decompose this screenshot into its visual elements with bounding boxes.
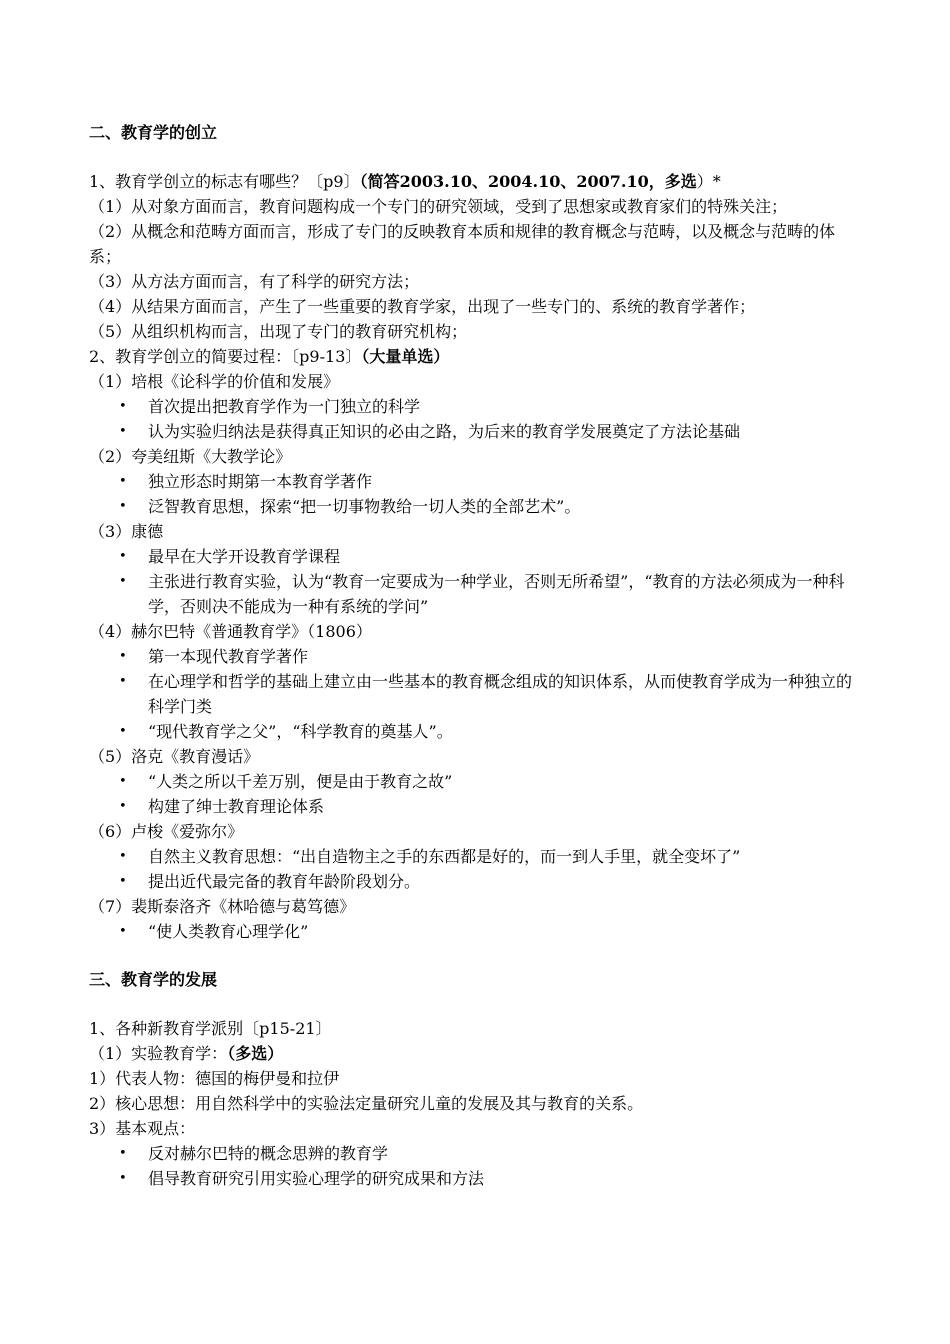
question-text: 1、教育学创立的标志有哪些？〔p9〕: [89, 172, 360, 191]
bullet-icon: •: [119, 724, 127, 739]
bullet-text: “现代教育学之父”，“科学教育的奠基人”。: [148, 722, 453, 741]
paragraph: 3）基本观点：: [89, 1119, 196, 1138]
bullet-text: 第一本现代教育学著作: [148, 647, 309, 666]
bullet-item: [89, 769, 861, 794]
bullet-item: [89, 1166, 861, 1191]
group-title: （1）培根《论科学的价值和发展》: [89, 372, 340, 391]
bullet-item: [89, 419, 861, 444]
bullet-icon: •: [119, 399, 127, 414]
paragraph: （3）从方法方面而言，有了科学的研究方法；: [89, 272, 420, 291]
bullet-icon: •: [119, 674, 127, 689]
bullet-item: [89, 919, 861, 944]
paragraph: 2）核心思想：用自然科学中的实验法定量研究儿童的发展及其与教育的关系。: [89, 1094, 644, 1113]
paragraph: （4）从结果方面而言，产生了一些重要的教育学家，出现了一些专门的、系统的教育学著作；: [89, 297, 756, 316]
bullet-item: [89, 794, 861, 819]
group-title: （3）康德: [89, 522, 164, 541]
bullet-item: [89, 569, 861, 619]
bullet-icon: •: [119, 574, 127, 589]
section-heading: 三、教育学的发展: [89, 970, 218, 989]
bullet-text: 首次提出把教育学作为一门独立的科学: [148, 397, 421, 416]
sub-heading-text: （1）实验教育学：: [89, 1044, 228, 1063]
bullet-text: 独立形态时期第一本教育学著作: [148, 472, 373, 491]
bullet-text: “人类之所以千差万别，便是由于教育之故”: [148, 772, 453, 791]
group-title: （7）裴斯泰洛齐《林哈德与葛笃德》: [89, 897, 356, 916]
bullet-icon: •: [119, 924, 127, 939]
bullet-icon: •: [119, 649, 127, 664]
bullet-text: 主张进行教育实验，认为“教育一定要成为一种学业，否则无所希望”，“教育的方法必须成为一种科学，否则决不能成为一种有系统的学问”: [148, 572, 845, 616]
bullet-text: 认为实验归纳法是获得真正知识的必由之路，为后来的教育学发展奠定了方法论基础: [148, 422, 741, 441]
group-title: （5）洛克《教育漫话》: [89, 747, 260, 766]
bullet-text: 在心理学和哲学的基础上建立由一些基本的教育概念组成的知识体系，从而使教育学成为一种独立的科学门类: [148, 672, 853, 716]
paragraph: （1）从对象方面而言，教育问题构成一个专门的研究领域，受到了思想家或教育家们的特殊关注；: [89, 197, 788, 216]
bullet-icon: •: [119, 799, 127, 814]
spacer: [89, 993, 861, 1016]
section-heading: 二、教育学的创立: [89, 123, 218, 142]
bullet-icon: •: [119, 1171, 127, 1186]
bullet-item: [89, 544, 861, 569]
sub-heading: [89, 1041, 861, 1066]
spacer: [89, 146, 861, 169]
bullet-text: 构建了绅士教育理论体系: [148, 797, 325, 816]
exam-note: （多选）: [227, 1044, 284, 1063]
group-title: （2）夸美纽斯《大教学论》: [89, 447, 292, 466]
bullet-text: 倡导教育研究引用实验心理学的研究成果和方法: [148, 1169, 485, 1188]
spacer: [89, 944, 861, 967]
question-line: 1、各种新教育学派别〔p15-21〕: [89, 1019, 332, 1038]
exam-note: （大量单选）: [361, 347, 450, 366]
bullet-icon: •: [119, 474, 127, 489]
bullet-item: [89, 669, 861, 719]
question-line: [89, 344, 861, 369]
exam-note: （简答2003.10、2004.10、2007.10，多选: [359, 172, 697, 191]
bullet-item: [89, 1141, 861, 1166]
question-text: 2、教育学创立的简要过程：〔p9-13〕: [89, 347, 362, 366]
bullet-icon: •: [119, 849, 127, 864]
paragraph: （5）从组织机构而言，出现了专门的教育研究机构；: [89, 322, 468, 341]
group-title: （4）赫尔巴特《普通教育学》（1806）: [89, 622, 372, 641]
bullet-text: “使人类教育心理学化”: [148, 922, 309, 941]
document-page: [89, 120, 861, 1191]
bullet-item: [89, 494, 861, 519]
bullet-text: 提出近代最完备的教育年龄阶段划分。: [148, 872, 421, 891]
bullet-text: 泛智教育思想，探索“把一切事物教给一切人类的全部艺术”。: [148, 497, 581, 516]
bullet-icon: •: [119, 874, 127, 889]
bullet-item: [89, 644, 861, 669]
bullet-item: [89, 869, 861, 894]
bullet-icon: •: [119, 499, 127, 514]
paragraph: （2）从概念和范畴方面而言，形成了专门的反映教育本质和规律的教育概念与范畴，以及概念与范畴的体系；: [89, 222, 836, 266]
question-suffix: ）*: [696, 172, 721, 191]
bullet-item: [89, 469, 861, 494]
bullet-icon: •: [119, 1146, 127, 1161]
paragraph: 1）代表人物：德国的梅伊曼和拉伊: [89, 1069, 340, 1088]
bullet-text: 最早在大学开设教育学课程: [148, 547, 341, 566]
bullet-item: [89, 844, 861, 869]
bullet-item: [89, 719, 861, 744]
bullet-icon: •: [119, 774, 127, 789]
bullet-icon: •: [119, 549, 127, 564]
bullet-icon: •: [119, 424, 127, 439]
bullet-text: 自然主义教育思想：“出自造物主之手的东西都是好的，而一到人手里，就全变坏了”: [148, 847, 741, 866]
group-title: （6）卢梭《爱弥尔》: [89, 822, 244, 841]
question-line: [89, 169, 861, 194]
bullet-item: [89, 394, 861, 419]
bullet-text: 反对赫尔巴特的概念思辨的教育学: [148, 1144, 389, 1163]
